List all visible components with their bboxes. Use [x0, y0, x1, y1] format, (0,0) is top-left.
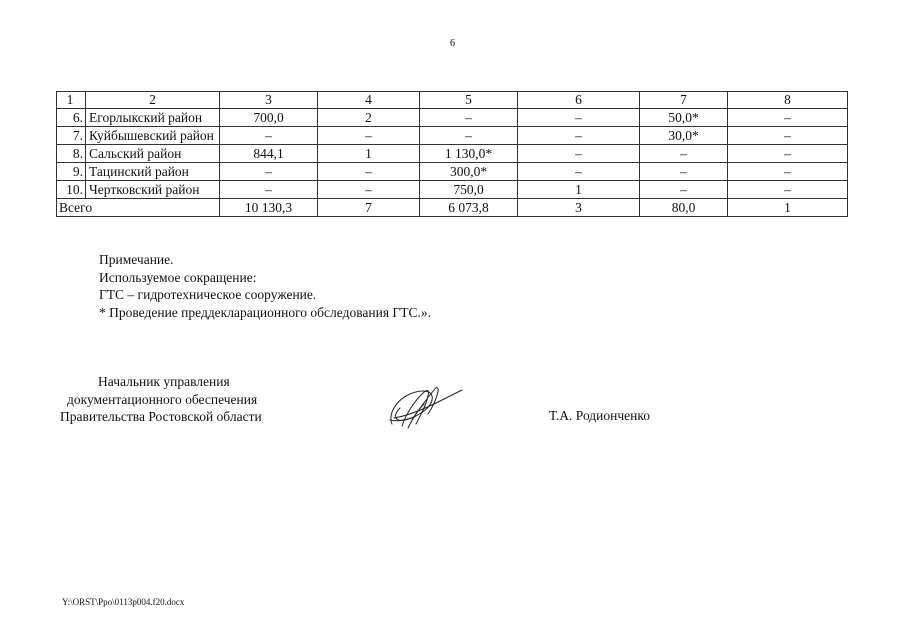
note-line: Используемое сокращение:: [99, 269, 257, 285]
table-cell: 30,0*: [640, 127, 728, 145]
header-cell: 7: [640, 92, 728, 109]
total-cell: 10 130,3: [220, 199, 318, 217]
file-path: Y:\ORST\Ppo\0113p004.f20.docx: [62, 597, 185, 607]
page-number: 6: [450, 38, 455, 49]
table-row: [57, 163, 848, 181]
header-cell: 2: [86, 92, 220, 109]
handwritten-signature: [382, 380, 466, 432]
signatory-title-line: документационного обеспечения: [67, 391, 258, 407]
data-table: [56, 91, 848, 217]
note-line: ГТС – гидротехническое сооружение.: [99, 287, 317, 302]
table-cell: –: [640, 145, 728, 163]
table-cell: –: [640, 163, 728, 181]
district-name: Сальский район: [86, 145, 220, 163]
header-cell: 6: [518, 92, 640, 109]
header-cell: 8: [728, 92, 848, 109]
table-cell: 1: [318, 145, 420, 163]
table-cell: 300,0*: [420, 163, 518, 181]
table-cell: –: [728, 109, 848, 127]
table-cell: –: [728, 127, 848, 145]
total-cell: 6 073,8: [420, 199, 518, 217]
table-cell: 750,0: [420, 181, 518, 199]
header-cell: 1: [57, 92, 86, 109]
table-cell: 1: [518, 181, 640, 199]
table-cell: –: [318, 127, 420, 145]
table-cell: –: [518, 109, 640, 127]
row-number: 8.: [57, 145, 86, 163]
table-cell: 2: [318, 109, 420, 127]
note-heading: Примечание.: [99, 252, 174, 267]
table-cell: –: [728, 163, 848, 181]
district-name: Куйбышевский район: [86, 127, 220, 145]
district-name: Тацинский район: [86, 163, 220, 181]
total-cell: 7: [318, 199, 420, 217]
table-cell: 844,1: [220, 145, 318, 163]
table-header-row: [57, 92, 848, 109]
signatory-name: Т.А. Родионченко: [549, 408, 650, 423]
notes-section: [99, 251, 431, 321]
table-cell: –: [518, 163, 640, 181]
table-cell: –: [640, 181, 728, 199]
table-cell: –: [518, 127, 640, 145]
row-number: 9.: [57, 163, 86, 181]
table-cell: 50,0*: [640, 109, 728, 127]
row-number: 6.: [57, 109, 86, 127]
table-cell: –: [420, 127, 518, 145]
table-row: [57, 127, 848, 145]
table-cell: –: [220, 181, 318, 199]
table-row: [57, 181, 848, 199]
table-cell: –: [220, 163, 318, 181]
row-number: 7.: [57, 127, 86, 145]
district-name: Чертковский район: [86, 181, 220, 199]
note-footnote: * Проведение преддекларационного обследования ГТС.».: [99, 304, 431, 320]
table-cell: –: [728, 145, 848, 163]
header-cell: 3: [220, 92, 318, 109]
table-total-row: [57, 199, 848, 217]
header-cell: 4: [318, 92, 420, 109]
table-row: [57, 109, 848, 127]
header-cell: 5: [420, 92, 518, 109]
table-cell: –: [728, 181, 848, 199]
total-label: Всего: [57, 199, 220, 217]
signatory-title: [56, 373, 296, 426]
signatory-title-line: Начальник управления: [98, 374, 230, 389]
total-cell: 3: [518, 199, 640, 217]
signatory-title-line: Правительства Ростовской области: [60, 409, 262, 424]
district-name: Егорлыкский район: [86, 109, 220, 127]
table-cell: –: [518, 145, 640, 163]
row-number: 10.: [57, 181, 86, 199]
table-row: [57, 145, 848, 163]
table-cell: –: [318, 181, 420, 199]
table-cell: 1 130,0*: [420, 145, 518, 163]
table-cell: –: [318, 163, 420, 181]
total-cell: 1: [728, 199, 848, 217]
table-cell: 700,0: [220, 109, 318, 127]
table-cell: –: [420, 109, 518, 127]
table-cell: –: [220, 127, 318, 145]
total-cell: 80,0: [640, 199, 728, 217]
